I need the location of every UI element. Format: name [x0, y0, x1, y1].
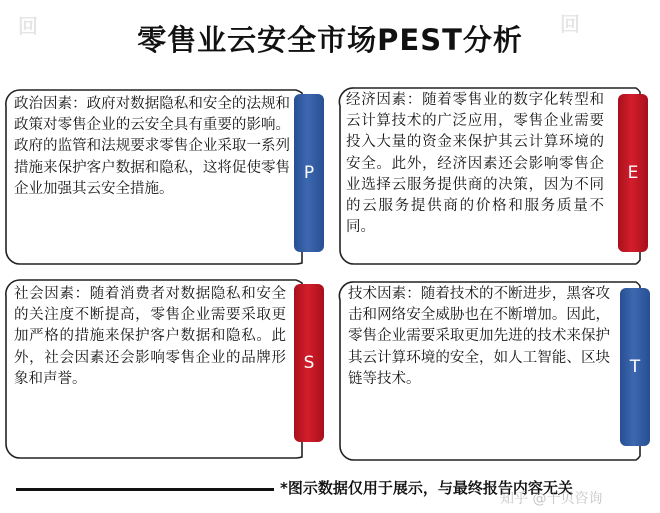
political-factor-text: 政治因素：政府对数据隐私和安全的法规和政策对零售企业的云安全具有重要的影响。政府的监管和法规要求零售企业采取一系列措施来保护客户数据和隐私，这将促使零售企业加强其云安全措施。: [14, 96, 290, 197]
pest-card-social: [6, 278, 324, 458]
economic-factor-text: 经济因素：随着零售业的数字化转型和云计算技术的广泛应用，零售企业需要投入大量的资金来保护其云计算环境的安全。此外，经济因素还会影响零售企业选择云服务提供商的决策，因为不同的云服务提供商的价格和服务质量不同。: [346, 92, 604, 236]
page-title: 零售业云安全市场PEST分析: [137, 23, 523, 57]
tab-letter-e: E: [618, 94, 648, 252]
watermark-mark: 回: [560, 12, 580, 36]
footnote: *图示数据仅用于展示，与最终报告内容无关: [280, 479, 573, 497]
pest-card-economic: [336, 84, 654, 264]
tab-letter-p: P: [294, 94, 324, 252]
footnote-rule: [16, 488, 274, 491]
watermark-mark: 回: [18, 14, 38, 38]
pest-card-technological: [336, 278, 654, 458]
technological-factor-text: 技术因素：随着技术的不断进步，黑客攻击和网络安全威胁也在不断增加。因此，零售企业需要采取更加先进的技术来保护其云计算环境的安全，如人工智能、区块链等技术。: [348, 286, 610, 387]
watermark-text: 知乎 @千贝咨询: [500, 491, 603, 507]
tab-letter-t: T: [620, 288, 650, 446]
tab-letter-s: S: [294, 284, 324, 442]
social-factor-text: 社会因素：随着消费者对数据隐私和安全的关注度不断提高，零售企业需要采取更加严格的措施来保护客户数据和隐私。此外，社会因素还会影响零售企业的品牌形象和声誉。: [14, 286, 286, 387]
pest-card-political: [6, 88, 324, 268]
